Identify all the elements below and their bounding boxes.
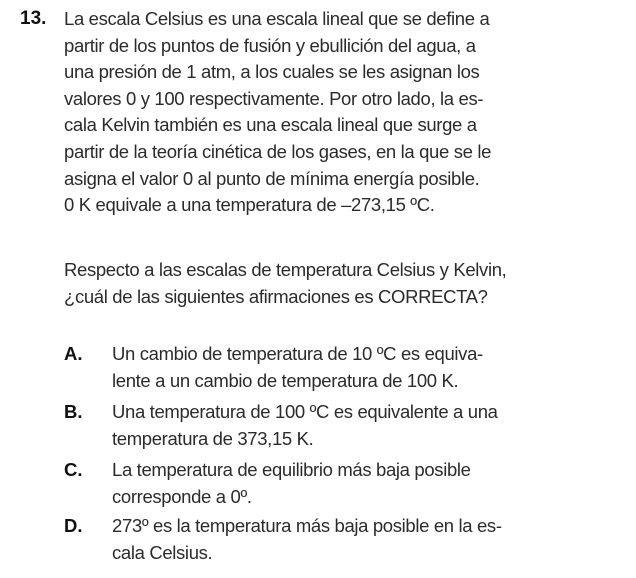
stem-line: una presión de 1 atm, a los cuales se les asignan los <box>64 61 480 83</box>
option-line: temperatura de 373,15 K. <box>112 427 314 449</box>
option-text <box>112 513 552 566</box>
option-line: cala Celsius. <box>112 541 213 563</box>
stem-line: La escala Celsius es una escala lineal que se define a <box>64 8 490 29</box>
option-letter: C. <box>64 459 83 480</box>
option-letter: B. <box>64 401 83 422</box>
question-prompt <box>64 257 554 310</box>
option-line: Un cambio de temperatura de 10 ºC es equiva- <box>112 343 483 364</box>
stem-line: partir de la teoría cinética de los gases, en la que se le <box>64 140 492 162</box>
stem-line: valores 0 y 100 respectivamente. Por otro lado, la es- <box>64 87 484 109</box>
option-line: 273º es la temperatura más baja posible en la es- <box>112 515 502 536</box>
option-letter: A. <box>64 343 83 364</box>
stem-line: asigna el valor 0 al punto de mínima energía posible. <box>64 167 480 189</box>
stem-line: cala Kelvin también es una escala lineal que surge a <box>64 114 477 136</box>
option-line: lente a un cambio de temperatura de 100 K. <box>112 369 459 391</box>
option-letter: D. <box>64 515 83 536</box>
prompt-line: Respecto a las escalas de temperatura Celsius y Kelvin, <box>64 259 507 280</box>
question-stem <box>64 6 554 219</box>
stem-line: partir de los puntos de fusión y ebullición del agua, a <box>64 34 476 56</box>
question-number: 13. <box>20 8 47 29</box>
option-text <box>112 341 552 394</box>
stem-line: 0 K equivale a una temperatura de –273,15 ºC. <box>64 194 435 216</box>
option-text <box>112 457 552 510</box>
option-line: corresponde a 0º. <box>112 485 252 507</box>
option-line: La temperatura de equilibrio más baja posible <box>112 459 471 480</box>
option-line: Una temperatura de 100 ºC es equivalente a una <box>112 401 498 422</box>
option-text <box>112 399 552 452</box>
prompt-line: ¿cuál de las siguientes afirmaciones es CORRECTA? <box>64 285 488 307</box>
